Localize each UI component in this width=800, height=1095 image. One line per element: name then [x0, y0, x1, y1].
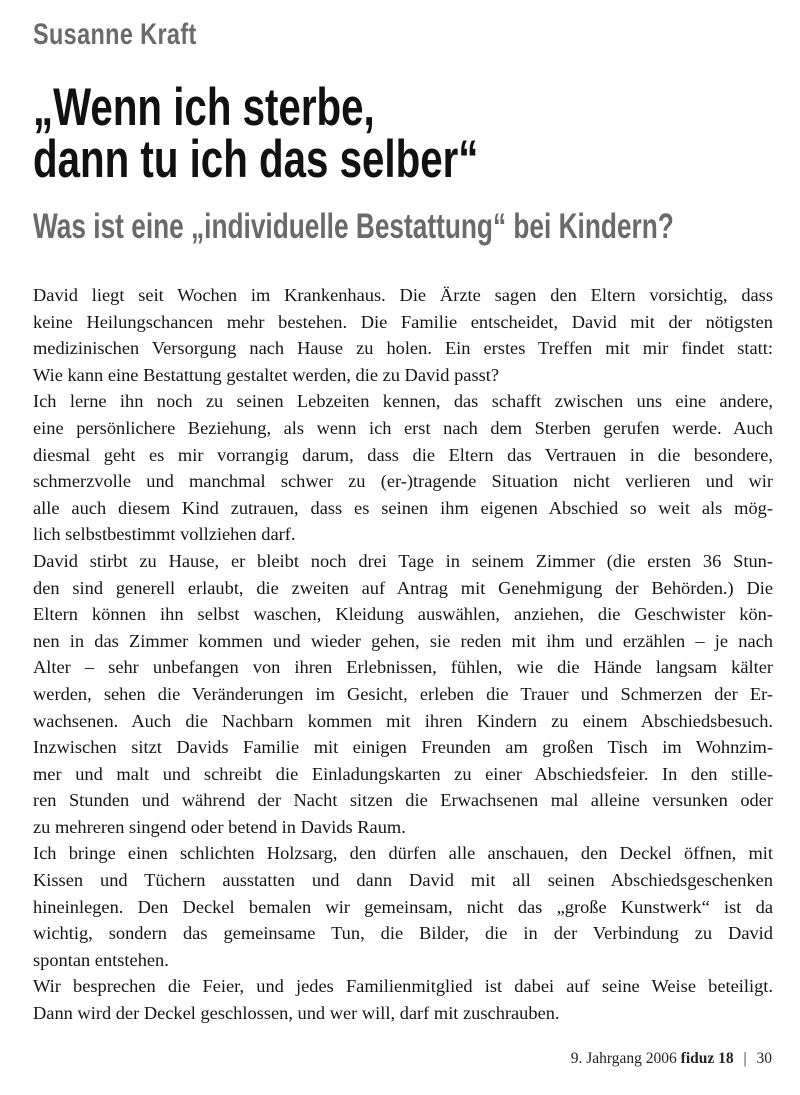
body-line: Kissen und Tüchern ausstatten und dann David mit all seinen Abschiedsgeschenken [33, 870, 773, 891]
body-line: Alter – sehr unbefangen von ihren Erlebnissen, fühlen, wie die Hände langsam kälter [33, 657, 773, 678]
body-line: wichtig, sondern das gemeinsame Tun, die Bilder, die in der Verbindung zu David [33, 923, 773, 944]
body-line: ren Stunden und während der Nacht sitzen die Erwachsenen mal alleine versunken oder [33, 790, 773, 811]
footer-page-number: 30 [756, 1050, 772, 1067]
body-line: Ich lerne ihn noch zu seinen Lebzeiten kennen, das schafft zwischen uns eine andere, [33, 391, 773, 412]
body-line: lich selbstbestimmt vollziehen darf. [33, 524, 296, 545]
body-line: alle auch diesem Kind zutrauen, dass es seinen ihm eigenen Abschied so weit als mög- [33, 497, 773, 518]
body-line: mer und malt und schreibt die Einladungskarten zu einer Abschiedsfeier. In den stille- [33, 763, 773, 784]
body-line: Inzwischen sitzt Davids Familie mit einigen Freunden am großen Tisch im Wohnzim- [33, 737, 773, 758]
body-line: Wir besprechen die Feier, und jedes Familienmitglied ist dabei auf seine Weise beteiligt. [33, 976, 773, 997]
headline-line-2: dann tu ich das selber“ [33, 130, 479, 189]
body-line: wachsenen. Auch die Nachbarn kommen mit ihren Kindern zu einem Abschiedsbesuch. [33, 710, 773, 731]
body-line: medizinischen Versorgung nach Hause zu holen. Ein erstes Treffen mit mir findet statt: [33, 338, 773, 359]
body-line: zu mehreren singend oder betend in Davids Raum. [33, 816, 406, 837]
footer-separator: | [743, 1050, 747, 1067]
page-footer [571, 1050, 772, 1068]
footer-year: 9. Jahrgang 2006 [570, 1050, 677, 1067]
article-headline [33, 78, 479, 189]
article-subheadline: Was ist eine „individuelle Bestattung“ bei Kindern? [33, 207, 674, 246]
body-line: diesmal geht es mir vorrangig darum, dass die Eltern das Vertrauen in die besondere, [33, 444, 773, 465]
body-line: nen in das Zimmer kommen und wieder gehen, sie reden mit ihm und erzählen – je nach [33, 630, 773, 651]
body-line: hineinlegen. Den Deckel bemalen wir gemeinsam, nicht das „große Kunstwerk“ ist da [33, 896, 773, 917]
body-line: Dann wird der Deckel geschlossen, und wer will, darf mit zuschrauben. [33, 1003, 560, 1024]
body-line: schmerzvolle und manchmal schwer zu (er-)tragende Situation nicht verlieren und wir [33, 471, 773, 492]
body-line: den sind generell erlaubt, die zweiten auf Antrag mit Genehmigung der Behörden.) Die [33, 577, 773, 598]
article-body [33, 282, 773, 1027]
footer-magazine: fiduz 18 [680, 1050, 734, 1067]
author-name: Susanne Kraft [33, 18, 197, 51]
headline-line-1: „Wenn ich sterbe, [33, 78, 375, 137]
body-line: David stirbt zu Hause, er bleibt noch drei Tage in seinem Zimmer (die ersten 36 Stun- [33, 550, 773, 571]
body-line: spontan entstehen. [33, 949, 169, 970]
body-line: Ich bringe einen schlichten Holzsarg, den dürfen alle anschauen, den Deckel öffnen, mit [33, 843, 773, 864]
body-line: Eltern können ihn selbst waschen, Kleidung auswählen, anziehen, die Geschwister kön- [33, 604, 773, 625]
body-line: keine Heilungschancen mehr bestehen. Die Familie entscheidet, David mit der nötigsten [33, 311, 773, 332]
body-line: Wie kann eine Bestattung gestaltet werden, die zu David passt? [33, 364, 500, 385]
body-line: werden, sehen die Veränderungen im Gesicht, erleben die Trauer und Schmerzen der Er- [33, 683, 773, 704]
body-line: eine persönlichere Beziehung, als wenn ich erst nach dem Sterben gerufen werde. Auch [33, 417, 773, 438]
body-line: David liegt seit Wochen im Krankenhaus. Die Ärzte sagen den Eltern vorsichtig, dass [33, 285, 773, 305]
